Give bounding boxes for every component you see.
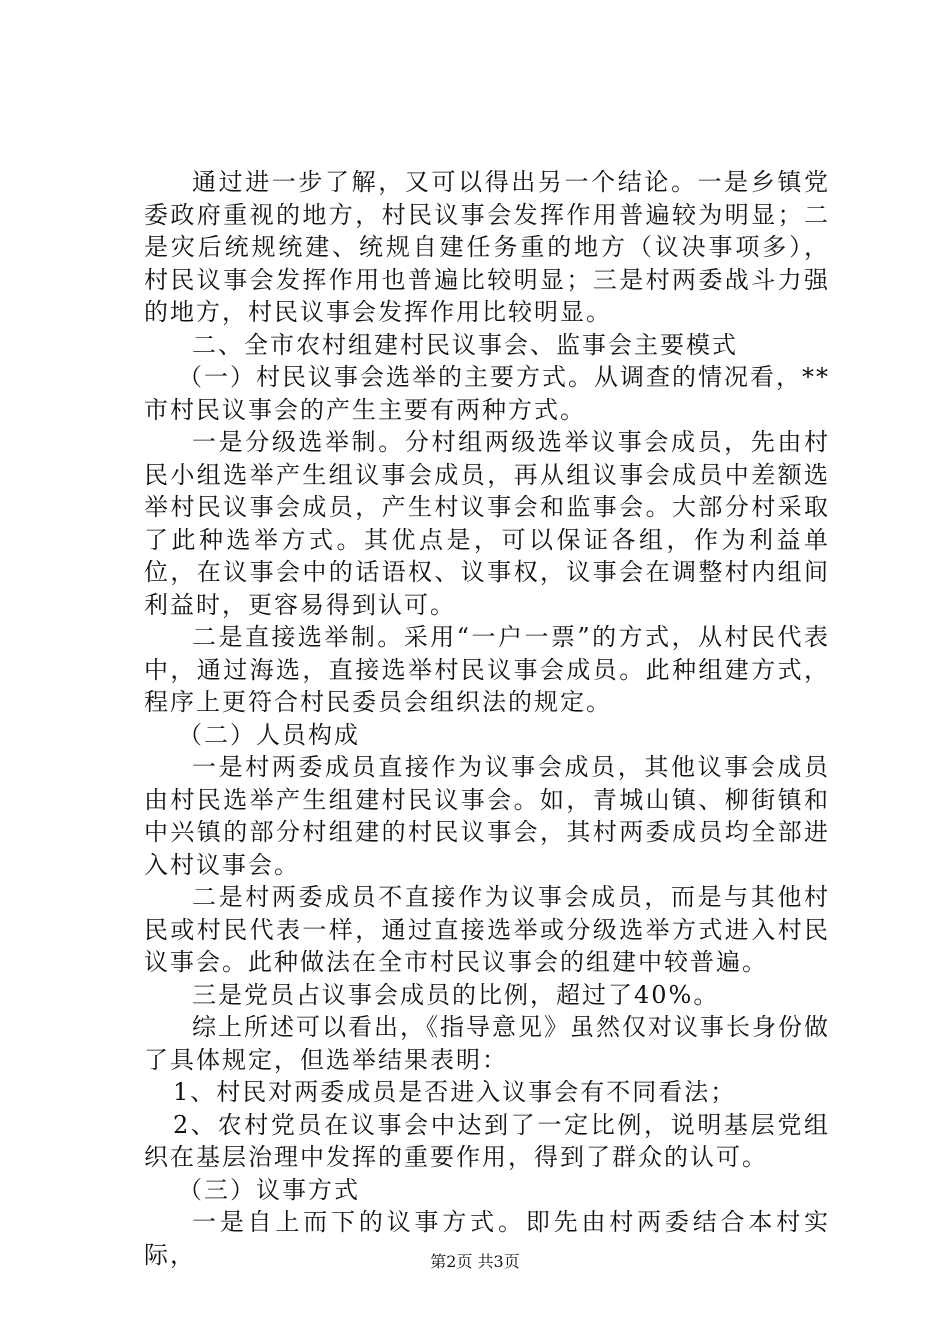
paragraph-conclusion: 通过进一步了解，又可以得出另一个结论。一是乡镇党委政府重视的地方，村民议事会发挥作用普遍较为明显；二是灾后统规统建、统规自建任务重的地方（议决事项多），村民议事会发挥作用也普遍比较明显；三是村两委战斗力强的地方，村民议事会发挥作用比较明显。 <box>144 168 830 326</box>
subsection-heading-method: （三）议事方式 <box>178 1175 360 1204</box>
paragraph-members-2: 二是村两委成员不直接作为议事会成员，而是与其他村民或村民代表一样，通过直接选举或分级选举方式进入村民议事会。此种做法在全市村民议事会的组建中较普遍。 <box>144 883 830 976</box>
section-heading-2: 二、全市农村组建村民议事会、监事会主要模式 <box>192 330 738 359</box>
subsection-heading-election: （一）村民议事会选举的主要方式。从调查的情况看，**市村民议事会的产生主要有两种方式。 <box>144 363 830 424</box>
page-footer: 第2页 共3页 <box>430 1252 520 1271</box>
list-item-2: 2、农村党员在议事会中达到了一定比例，说明基层党组织在基层治理中发挥的重要作用，得到了群众的认可。 <box>144 1110 830 1171</box>
paragraph-direct-election: 二是直接选举制。采用“一户一票”的方式，从村民代表中，通过海选，直接选举村民议事会成员。此种组建方式，程序上更符合村民委员会组织法的规定。 <box>144 623 830 716</box>
paragraph-members-3: 三是党员占议事会成员的比例，超过了40%。 <box>192 980 720 1009</box>
subsection-heading-members: （二）人员构成 <box>178 720 360 749</box>
paragraph-graded-election: 一是分级选举制。分村组两级选举议事会成员，先由村民小组选举产生组议事会成员，再从组议事会成员中差额选举村民议事会成员，产生村议事会和监事会。大部分村采取了此种选举方式。其优点是，可以保证各组，作为利益单位，在议事会中的话语权、议事权，议事会在调整村内组间利益时，更容易得到认可。 <box>144 428 830 619</box>
list-item-1: 1、村民对两委成员是否进入议事会有不同看法； <box>173 1078 737 1106</box>
paragraph-members-1: 一是村两委成员直接作为议事会成员，其他议事会成员由村民选举产生组建村民议事会。如，青城山镇、柳街镇和中兴镇的部分村组建的村民议事会，其村两委成员均全部进入村议事会。 <box>144 753 830 879</box>
paragraph-method-1: 一是自上而下的议事方式。即先由村两委结合本村实际， <box>144 1208 830 1269</box>
paragraph-summary: 综上所述可以看出，《指导意见》虽然仅对议事长身份做了具体规定，但选举结果表明： <box>144 1013 830 1074</box>
document-body <box>144 166 830 1271</box>
